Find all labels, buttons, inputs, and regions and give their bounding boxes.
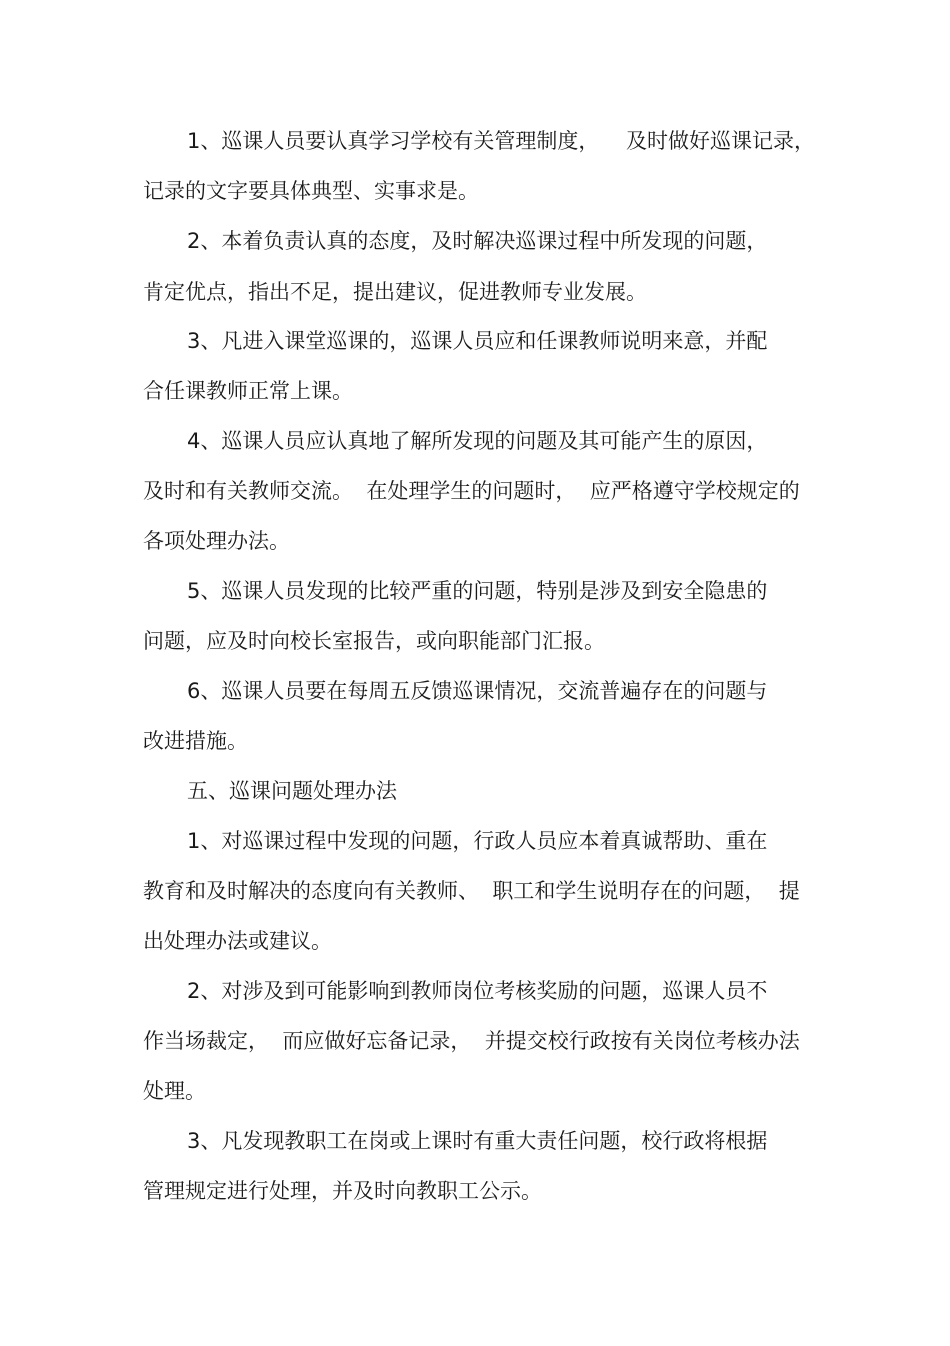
text-line: 肯定优点，指出不足，提出建议，促进教师专业发展。: [143, 280, 647, 304]
text-line: 教育和及时解决的态度向有关教师、 职工和学生说明存在的问题， 提: [143, 879, 800, 903]
text-line: 问题，应及时向校长室报告，或向职能部门汇报。: [143, 629, 605, 653]
text-line: 合任课教师正常上课。: [143, 379, 353, 403]
text-line: 管理规定进行处理，并及时向教职工公示。: [143, 1179, 542, 1203]
text-line: 1、巡课人员要认真学习学校有关管理制度， 及时做好巡课记录，: [187, 129, 816, 153]
text-line: 及时和有关教师交流。 在处理学生的问题时， 应严格遵守学校规定的: [143, 479, 800, 503]
text-line: 处理。: [143, 1079, 206, 1103]
text-line: 改进措施。: [143, 729, 248, 753]
text-line: 4、巡课人员应认真地了解所发现的问题及其可能产生的原因，: [187, 429, 768, 453]
text-line: 作当场裁定， 而应做好忘备记录， 并提交校行政按有关岗位考核办法: [143, 1029, 800, 1053]
text-line: 各项处理办法。: [143, 529, 290, 553]
text-line: 6、巡课人员要在每周五反馈巡课情况，交流普遍存在的问题与: [187, 679, 768, 703]
text-line: 1、对巡课过程中发现的问题，行政人员应本着真诚帮助、重在: [187, 829, 768, 853]
text-line: 5、巡课人员发现的比较严重的问题，特别是涉及到安全隐患的: [187, 579, 768, 603]
section-heading: 五、巡课问题处理办法: [187, 779, 397, 803]
text-line: 3、凡发现教职工在岗或上课时有重大责任问题，校行政将根据: [187, 1129, 768, 1153]
text-line: 3、凡进入课堂巡课的，巡课人员应和任课教师说明来意，并配: [187, 329, 768, 353]
text-line: 出处理办法或建议。: [143, 929, 332, 953]
text-line: 2、本着负责认真的态度，及时解决巡课过程中所发现的问题，: [187, 229, 768, 253]
text-line: 记录的文字要具体典型、实事求是。: [143, 179, 479, 203]
text-line: 2、对涉及到可能影响到教师岗位考核奖励的问题，巡课人员不: [187, 979, 768, 1003]
